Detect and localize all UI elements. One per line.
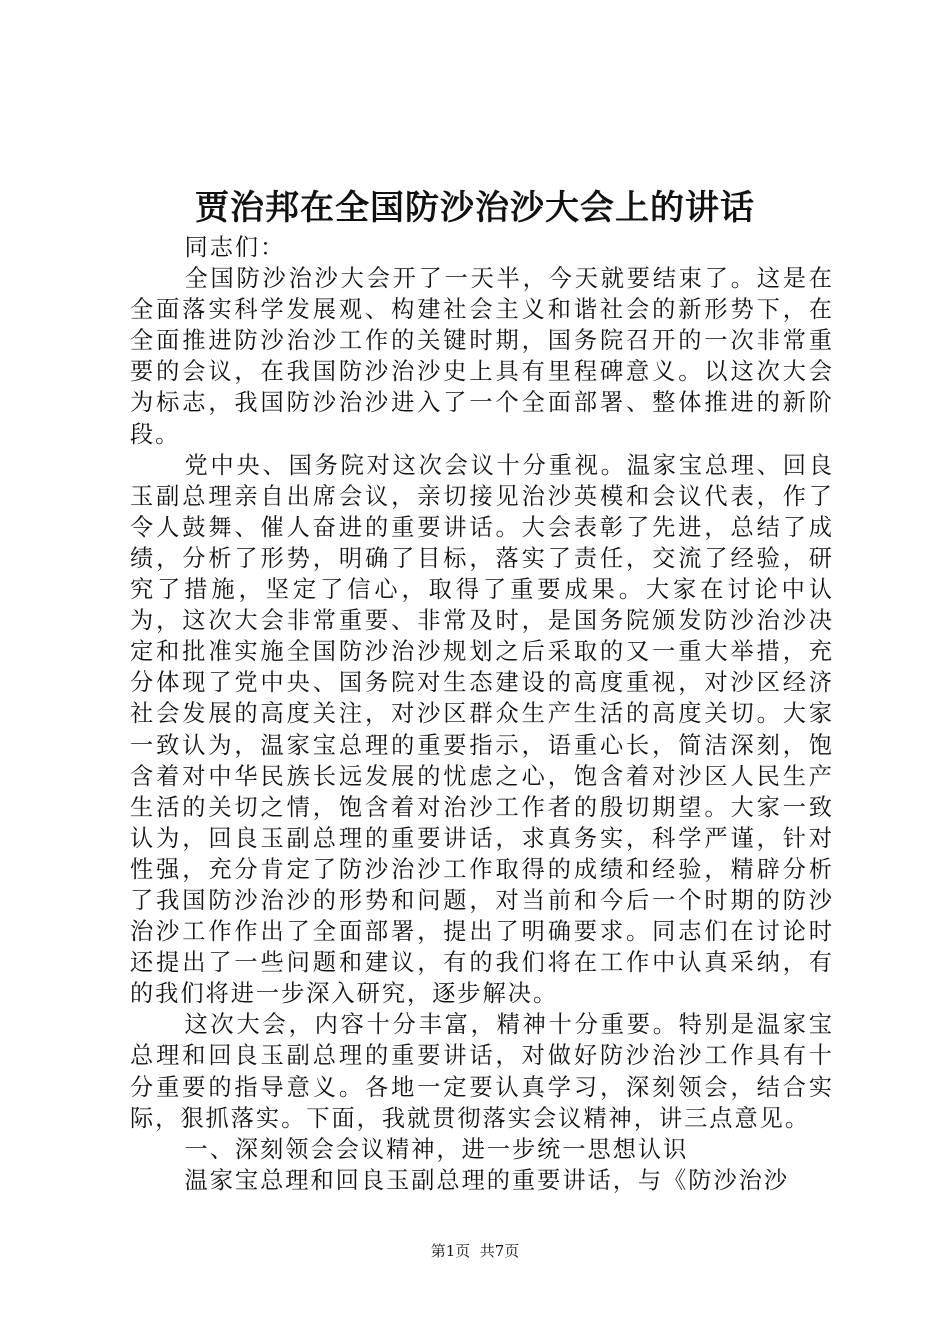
- paragraph-4: 温家宝总理和回良玉副总理的重要讲话，与《防沙治沙: [184, 1166, 790, 1194]
- section-heading: 一、深刻领会会议精神，进一步统一思想认识: [184, 1135, 689, 1163]
- page-footer: [0, 1240, 950, 1262]
- salutation: 同志们：: [184, 234, 286, 261]
- paragraph-1: 全国防沙治沙大会开了一天半，今天就要结束了。这是在全面落实科学发展观、构建社会主义和谐社会的新形势下，在全面推进防沙治沙工作的关键时期，国务院召开的一次非常重要的会议，在我国防沙治沙史上具有里程碑意义。以这次大会为标志，我国防沙治沙进入了一个全面部署、整体推进的新阶段。: [130, 265, 834, 448]
- paragraph-2: 党中央、国务院对这次会议十分重视。温家宝总理、回良玉副总理亲自出席会议，亲切接见治沙英模和会议代表，作了令人鼓舞、催人奋进的重要讲话。大会表彰了先进，总结了成绩，分析了形势，明确了目标，落实了责任，交流了经验，研究了措施，坚定了信心，取得了重要成果。大家在讨论中认为，这次大会非常重要、非常及时，是国务院颁发防沙治沙决定和批准实施全国防沙治沙规划之后采取的又一重大举措，充分体现了党中央、国务院对生态建设的高度重视，对沙区经济社会发展的高度关注，对沙区群众生产生活的高度关切。大家一致认为，温家宝总理的重要指示，语重心长，简洁深刻，饱含着对中华民族长远发展的忧虑之心，饱含着对沙区人民生产生活的关切之情，饱含着对治沙工作者的殷切期望。大家一致认为，回良玉副总理的重要讲话，求真务实，科学严谨，针对性强，充分肯定了防沙治沙工作取得的成绩和经验，精辟分析了我国防沙治沙的形势和问题，对当前和今后一个时期的防沙治沙工作作出了全面部署，提出了明确要求。同志们在讨论时还提出了一些问题和建议，有的我们将在工作中认真采纳，有的我们将进一步深入研究，逐步解决。: [130, 451, 834, 1008]
- document-body: [130, 232, 834, 1196]
- paragraph-3: 这次大会，内容十分丰富，精神十分重要。特别是温家宝总理和回良玉副总理的重要讲话，对做好防沙治沙工作具有十分重要的指导意义。各地一定要认真学习，深刻领会，结合实际，狠抓落实。下面，我就贯彻落实会议精神，讲三点意见。: [130, 1011, 834, 1132]
- page-number-label: 第1页 共7页: [430, 1242, 520, 1260]
- document-title: 贾治邦在全国防沙治沙大会上的讲话: [195, 188, 755, 228]
